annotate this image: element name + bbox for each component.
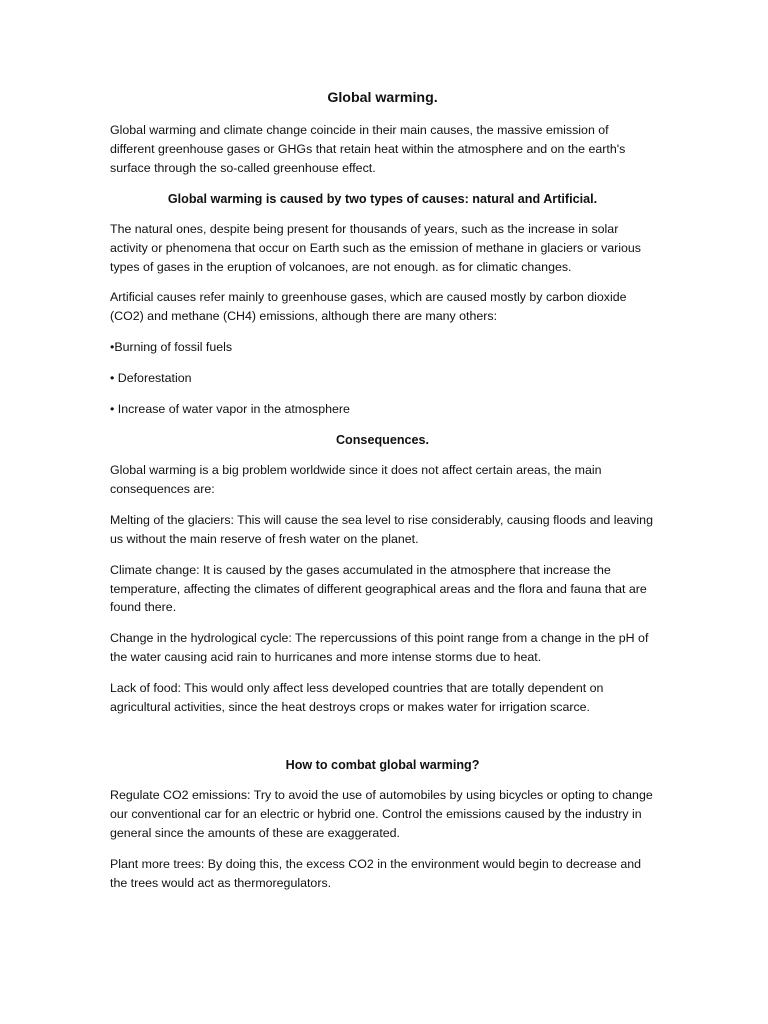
document-body: [110, 88, 655, 904]
consequence-paragraph: Lack of food: This would only affect less developed countries that are totally dependent on agricultural activities, since the heat destroys crops or makes water for irrigation scarce.: [110, 681, 604, 715]
consequence-paragraph: Climate change: It is caused by the gases accumulated in the atmosphere that increase the temperature, affecting the climates of different geographical areas and the flora and fauna that are found there.: [110, 562, 647, 615]
consequences-intro-paragraph: Global warming is a big problem worldwide since it does not affect certain areas, the main consequences are:: [110, 462, 602, 496]
section-spacer: [110, 729, 655, 756]
combat-paragraph: Plant more trees: By doing this, the excess CO2 in the environment would begin to decrease and the trees would act as thermoregulators.: [110, 856, 642, 890]
consequences-heading: Consequences.: [335, 432, 430, 447]
intro-paragraph: Global warming and climate change coincide in their main causes, the massive emission of different greenhouse gases or GHGs that retain heat within the atmosphere and on the earth's surface through the so-called greenhouse effect.: [110, 123, 626, 175]
bullet-item: •Burning of fossil fuels: [110, 340, 233, 355]
causes-heading: Global warming is caused by two types of causes: natural and Artificial.: [167, 191, 598, 206]
combat-heading: How to combat global warming?: [285, 757, 480, 772]
consequence-paragraph: Change in the hydrological cycle: The repercussions of this point range from a change in the pH of the water causing acid rain to hurricanes and more intense storms due to heat.: [110, 631, 649, 665]
natural-causes-paragraph: The natural ones, despite being present for thousands of years, such as the increase in solar activity or phenomena that occur on Earth such as the emission of methane in glaciers or various types of gases in the eruption of volcanoes, are not enough. as for climatic changes.: [110, 221, 642, 274]
bullet-item: • Increase of water vapor in the atmosphere: [110, 402, 350, 417]
consequence-paragraph: Melting of the glaciers: This will cause the sea level to rise considerably, causing floods and leaving us without the main reserve of fresh water on the planet.: [110, 512, 653, 546]
artificial-causes-paragraph: Artificial causes refer mainly to greenhouse gases, which are caused mostly by carbon dioxide (CO2) and methane (CH4) emissions, although there are many others:: [110, 290, 627, 324]
combat-paragraph: Regulate CO2 emissions: Try to avoid the use of automobiles by using bicycles or opting to change our conventional car for an electric or hybrid one. Control the emissions caused by the industry in general since the amounts of these are exaggerated.: [110, 787, 653, 840]
document-title: Global warming.: [327, 90, 438, 106]
bullet-item: • Deforestation: [110, 371, 192, 386]
